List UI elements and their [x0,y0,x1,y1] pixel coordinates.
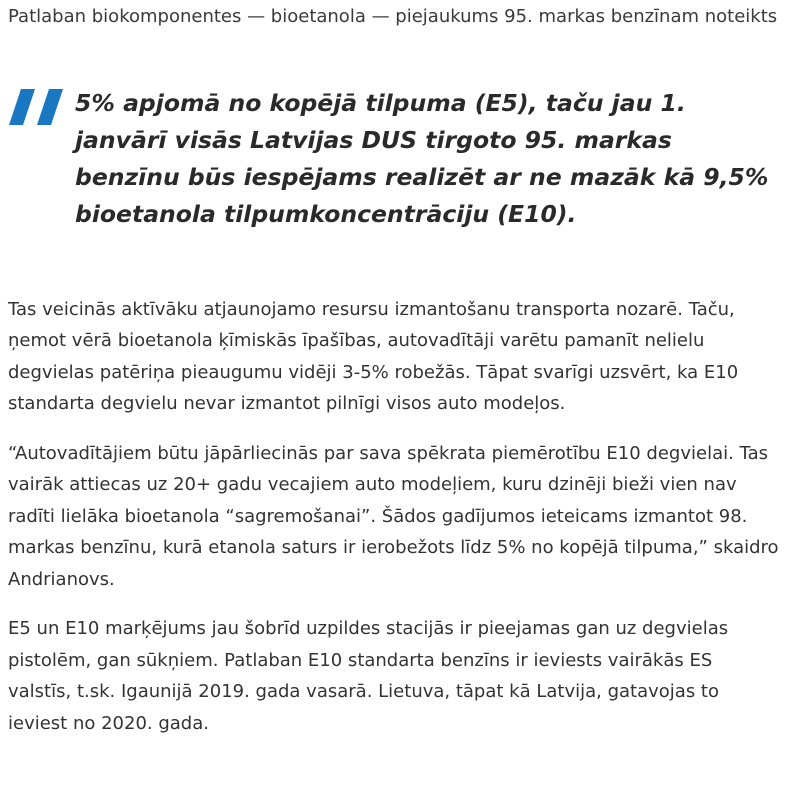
intro-paragraph: Patlaban biokomponentes — bioetanola — piejaukums 95. markas benzīnam noteikts [8,6,778,27]
article-body [8,0,780,739]
pull-quote-text: 5% apjomā no kopējā tilpuma (E5), taču jau 1. janvārī visās Latvijas DUS tirgoto 95. markas benzīnu būs iespējams realizēt ar ne mazāk kā 9,5% bioetanola tilpumkoncentrāciju (E10). [75,88,769,228]
quote-icon-right-stroke [37,89,63,125]
quote-icon-left-stroke [9,89,35,125]
paragraph-andrianovs-quote: “Autovadītājiem būtu jāpārliecinās par sava spēkrata piemērotību E10 degvielai. Tas vairāk attiecas uz 20+ gadu vecajiem auto modeļiem, kuru dzinēji bieži vien nav radīti lielāka bioetanola “sagremošanai”. Šādos gadījumos ieteicams izmantot 98. markas benzīnu, kurā etanola saturs ir ierobežots līdz 5% no kopējā tilpuma,” skaidro Andrianovs. [8,442,779,590]
quote-icon [8,89,64,125]
paragraph-fuel-consumption: Tas veicinās aktīvāku atjaunojamo resursu izmantošanu transporta nozarē. Taču, ņemot vērā bioetanola ķīmiskās īpašības, autovadītāji varētu pamanīt nelielu degvielas patēriņa pieaugumu vidēji 3-5% robežās. Tāpat svarīgi uzsvērt, ka E10 standarta degvielu nevar izmantot pilnīgi visos auto modeļos. [8,298,739,414]
pull-quote [8,85,780,233]
paragraph-e5-e10-labeling: E5 un E10 marķējums jau šobrīd uzpildes stacijās ir pieejamas gan uz degvielas pistolēm, gan sūkņiem. Patlaban E10 standarta benzīns ir ieviests vairākās ES valstīs, t.sk. Igaunijā 2019. gada vasarā. Lietuva, tāpat kā Latvija, gatavojas to ieviest no 2020. gada. [8,618,729,734]
